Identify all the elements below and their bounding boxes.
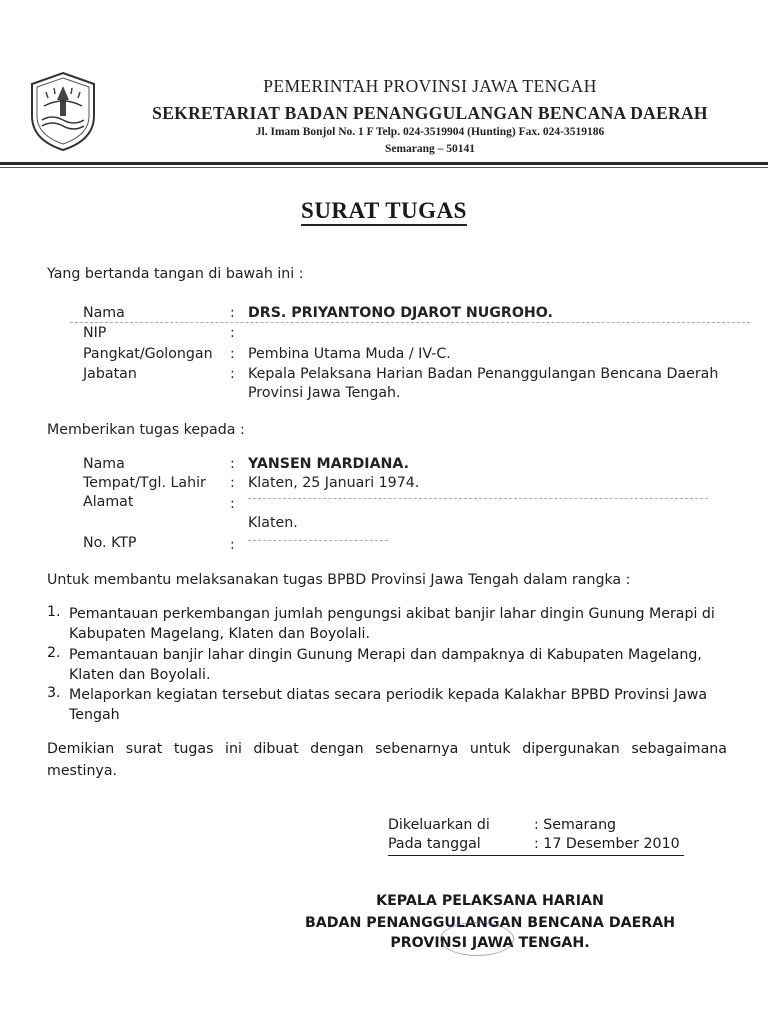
provincial-emblem-icon	[26, 70, 100, 152]
task-number: 1.	[47, 604, 61, 620]
task-number: 3.	[47, 685, 61, 701]
colon: :	[230, 325, 235, 341]
issued-underline	[388, 855, 684, 856]
colon: :	[230, 346, 235, 362]
redacted-ktp	[248, 540, 388, 545]
task-line: Melaporkan kegiatan tersebut diatas secara periodik kepada Kalakhar BPBD Provinsi Jawa	[69, 687, 708, 703]
task-number: 2.	[47, 645, 61, 661]
letterhead-divider	[0, 162, 768, 165]
closing-text: Demikian surat tugas ini dibuat dengan sebenarnya untuk dipergunakan sebagaimana mestinya.	[47, 741, 727, 779]
signatory-name-value: DRS. PRIYANTONO DJAROT NUGROHO.	[248, 305, 553, 321]
title-text: SURAT TUGAS	[301, 198, 467, 226]
colon: :	[230, 366, 235, 382]
colon: :	[230, 456, 235, 472]
colon: :	[230, 305, 235, 321]
signatory-nip-label: NIP	[83, 325, 107, 341]
signatory-name-label: Nama	[83, 305, 125, 321]
assignee-birth-label: Tempat/Tgl. Lahir	[83, 475, 206, 491]
signature-title-1: KEPALA PELAKSANA HARIAN	[376, 893, 604, 909]
letterhead-government: PEMERINTAH PROVINSI JAWA TENGAH	[263, 76, 597, 96]
document-title	[0, 198, 768, 224]
letterhead-address: Jl. Imam Bonjol No. 1 F Telp. 024-3519904 (Hunting) Fax. 024-3519186	[255, 126, 605, 138]
colon: :	[230, 475, 235, 491]
task-line: Pemantauan banjir lahar dingin Gunung Merapi dan dampaknya di Kabupaten Magelang,	[69, 647, 702, 663]
issued-place-label: Dikeluarkan di	[388, 817, 490, 833]
letterhead-secretariat: SEKRETARIAT BADAN PENANGGULANGAN BENCANA DAERAH	[152, 103, 708, 123]
assignee-name-value: YANSEN MARDIANA.	[248, 456, 410, 472]
redacted-address	[248, 498, 708, 503]
signature-title-2: BADAN PENANGGULANGAN BENCANA DAERAH	[304, 915, 676, 931]
colon: :	[230, 496, 235, 512]
issued-date-label: Pada tanggal	[388, 836, 481, 852]
signatory-rank-label: Pangkat/Golongan	[83, 346, 213, 362]
task-item	[69, 645, 729, 685]
task-line: Klaten dan Boyolali.	[69, 667, 211, 683]
task-line: Kabupaten Magelang, Klaten dan Boyolali.	[69, 626, 371, 642]
signatory-position-value: Kepala Pelaksana Harian Badan Penanggulangan Bencana Daerah	[248, 366, 719, 382]
signature-title-3: PROVINSI JAWA TENGAH.	[390, 935, 590, 951]
assignee-ktp-label: No. KTP	[83, 535, 137, 551]
assign-intro-text: Memberikan tugas kepada :	[47, 422, 245, 438]
signatory-rank-value: Pembina Utama Muda / IV-C.	[248, 346, 451, 362]
scan-artifact-line	[70, 322, 750, 327]
purpose-text: Untuk membantu melaksanakan tugas BPBD Provinsi Jawa Tengah dalam rangka :	[47, 572, 631, 588]
official-stamp	[440, 922, 514, 956]
colon: :	[230, 537, 235, 553]
assignee-address-label: Alamat	[83, 494, 134, 510]
task-line: Tengah	[69, 707, 120, 723]
issued-date-value: : 17 Desember 2010	[534, 836, 680, 852]
assignee-address-value-cont: Klaten.	[248, 515, 298, 531]
assignee-birth-value: Klaten, 25 Januari 1974.	[248, 475, 420, 491]
issued-place-value: : Semarang	[534, 817, 617, 833]
letterhead-city: Semarang – 50141	[384, 143, 476, 155]
assignee-name-label: Nama	[83, 456, 125, 472]
task-line: Pemantauan perkembangan jumlah pengungsi akibat banjir lahar dingin Gunung Merapi di	[69, 606, 715, 622]
task-item	[69, 685, 729, 725]
letterhead-divider-thin	[0, 167, 768, 168]
signatory-position-value-cont: Provinsi Jawa Tengah.	[248, 385, 401, 401]
task-item	[69, 604, 729, 644]
signatory-position-label: Jabatan	[83, 366, 137, 382]
intro-text: Yang bertanda tangan di bawah ini :	[47, 266, 304, 282]
